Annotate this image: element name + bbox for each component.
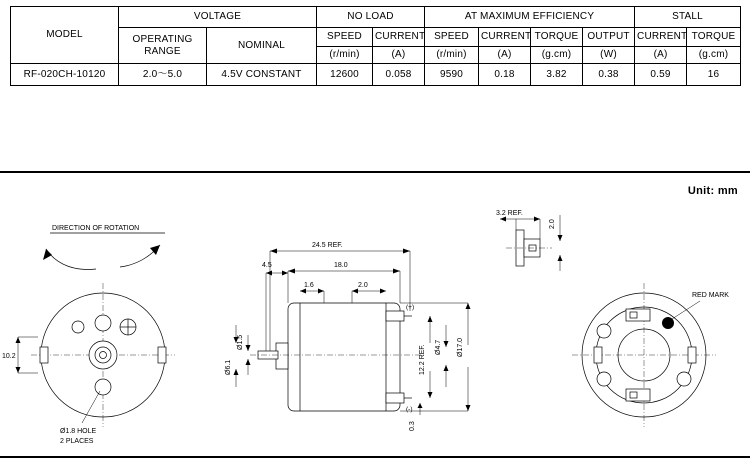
- header-nominal: NOMINAL: [207, 28, 317, 64]
- left-view-height-dim: 10.2: [2, 353, 16, 360]
- dim-front-step: 4.5: [262, 262, 272, 269]
- header-no-load: NO LOAD: [317, 7, 425, 28]
- unit-stall-torque: (g.cm): [687, 47, 741, 64]
- dim-terminal-span: 12.2 REF.: [419, 344, 426, 375]
- cell-maxeff-output: 0.38: [583, 64, 635, 86]
- table-row: [11, 64, 741, 86]
- header-maxeff-output: OUTPUT: [583, 28, 635, 47]
- dim-shaft-diameter: Ø1.5: [237, 334, 244, 350]
- unit-maxeff-speed: (r/min): [425, 47, 479, 64]
- hole-note-line1: Ø1.8 HOLE: [60, 428, 97, 435]
- header-operating-range: OPERATING RANGE: [119, 28, 207, 64]
- terminal-detail-view: [496, 210, 563, 271]
- side-view: [225, 242, 471, 431]
- cell-maxeff-torque: 3.82: [531, 64, 583, 86]
- dim-shaft-a: 1.6: [304, 282, 314, 289]
- direction-of-rotation-group: [43, 225, 165, 269]
- unit-noload-current: (A): [373, 47, 425, 64]
- cell-stall-torque: 16: [687, 64, 741, 86]
- terminal-minus-label: (-): [406, 406, 413, 413]
- cell-noload-current: 0.058: [373, 64, 425, 86]
- red-mark-label: RED MARK: [692, 292, 729, 299]
- cell-nominal: 4.5V CONSTANT: [207, 64, 317, 86]
- divider-bottom: [0, 456, 750, 458]
- unit-stall-current: (A): [635, 47, 687, 64]
- dim-top-ref: 3.2 REF.: [496, 210, 523, 217]
- right-end-view: [572, 283, 729, 427]
- unit-maxeff-output: (W): [583, 47, 635, 64]
- header-voltage: VOLTAGE: [119, 7, 317, 28]
- unit-noload-speed: (r/min): [317, 47, 373, 64]
- header-maxeff-current: CURRENT: [479, 28, 531, 47]
- spec-table: [10, 6, 741, 86]
- unit-note: Unit: mm: [687, 185, 738, 197]
- table-header-subs: [11, 28, 741, 47]
- dim-overall-length: 24.5 REF.: [312, 242, 343, 249]
- cell-model: RF-020CH-10120: [11, 64, 119, 86]
- header-noload-current: CURRENT: [373, 28, 425, 47]
- cell-operating-range: 2.0～5.0: [119, 64, 207, 86]
- divider-top: [0, 171, 750, 173]
- header-model: MODEL: [11, 7, 119, 64]
- unit-maxeff-torque: (g.cm): [531, 47, 583, 64]
- cell-maxeff-current: 0.18: [479, 64, 531, 86]
- header-max-efficiency: AT MAXIMUM EFFICIENCY: [425, 7, 635, 28]
- cell-maxeff-speed: 9590: [425, 64, 479, 86]
- dimensional-drawing: [0, 175, 750, 456]
- header-stall: STALL: [635, 7, 741, 28]
- header-maxeff-torque: TORQUE: [531, 28, 583, 47]
- specification-table: [10, 6, 740, 86]
- header-maxeff-speed: SPEED: [425, 28, 479, 47]
- header-stall-torque: TORQUE: [687, 28, 741, 47]
- cell-noload-speed: 12600: [317, 64, 373, 86]
- cell-stall-current: 0.59: [635, 64, 687, 86]
- left-end-view: [2, 283, 175, 445]
- dim-top-height: 2.0: [549, 219, 556, 229]
- rotation-title: DIRECTION OF ROTATION: [52, 225, 140, 232]
- header-stall-current: CURRENT: [635, 28, 687, 47]
- unit-maxeff-current: (A): [479, 47, 531, 64]
- dim-shaft-b: 2.0: [358, 282, 368, 289]
- dim-terminal-offset: 0.3: [409, 421, 416, 431]
- dim-body-length: 18.0: [334, 262, 348, 269]
- table-header-groups: [11, 7, 741, 28]
- dim-boss-diameter: Ø6.1: [225, 359, 232, 375]
- hole-note-line2: 2 PLACES: [60, 438, 94, 445]
- header-noload-speed: SPEED: [317, 28, 373, 47]
- dim-body-diameter: Ø17.0: [457, 337, 464, 357]
- terminal-plus-label: (+): [406, 304, 415, 311]
- dim-terminal-diameter: Ø4.7: [435, 339, 442, 355]
